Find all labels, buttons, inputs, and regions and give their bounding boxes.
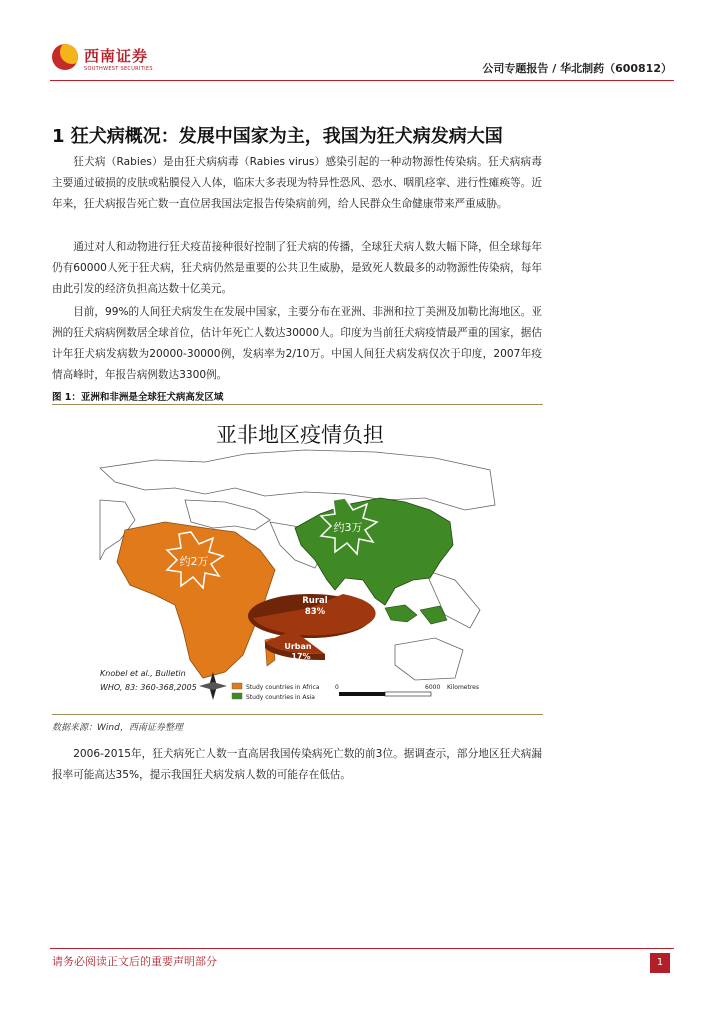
paragraph-4: [52, 744, 542, 786]
footer-divider: [50, 948, 674, 949]
figure-bottom-rule: [52, 714, 543, 715]
company-logo-text: 西南证券: [84, 47, 149, 65]
pie-rural-value: 83%: [304, 607, 326, 617]
legend-swatch-africa: [232, 683, 242, 689]
page-number: 1: [650, 953, 670, 973]
section-title: 1 狂犬病概况：发展中国家为主，我国为狂犬病发病大国: [52, 126, 503, 147]
pie-rural-label: Rural: [302, 596, 328, 606]
footer-disclaimer: 请务必阅读正文后的重要声明部分: [52, 955, 217, 968]
legend-label-asia: Study countries in Asia: [246, 694, 315, 701]
company-logo-icon: [52, 44, 78, 70]
pie-urban-value: 17%: [291, 652, 311, 661]
rabies-burden-map: [95, 410, 505, 710]
citation-line-2: WHO, 83: 360-368,2005: [100, 683, 197, 692]
legend-label-africa: Study countries in Africa: [246, 684, 320, 691]
paragraph-1: [52, 152, 542, 215]
paragraph-2-text: 通过对人和动物进行狂犬疫苗接种很好控制了狂犬病的传播，全球狂犬病人数大幅下降，但全球每年仍有60000人死于狂犬病，狂犬病仍然是重要的公共卫生威胁，是致死人数最多的动物源性传染病，每年由此引发的经济负担高达数十亿美元。: [52, 241, 542, 295]
legend-swatch-asia: [232, 693, 242, 699]
figure-top-rule: [52, 404, 543, 405]
citation-line-1: Knobel et al., Bulletin: [100, 669, 186, 678]
figure-caption: 图 1：亚洲和非洲是全球狂犬病高发区域: [52, 392, 224, 403]
map-title: 亚非地区疫情负担: [216, 423, 384, 447]
asia-label: 约3万: [333, 521, 363, 534]
pie-urban-label: Urban: [284, 642, 312, 651]
scale-unit: Kilometres: [447, 684, 479, 691]
paragraph-1-text: 狂犬病（Rabies）是由狂犬病病毒（Rabies virus）感染引起的一种动物源性传染病。狂犬病病毒主要通过破损的皮肤或粘膜侵入人体，临床大多表现为特异性恐风、恐水、咽肌痉挛、进行性瘫痪等。近年来，狂犬病报告死亡数一直位居我国法定报告传染病前列，给人民群众生命健康带来严重威胁。: [52, 156, 542, 210]
figure-source: 数据来源：Wind，西南证券整理: [52, 723, 183, 733]
header-divider: [50, 80, 674, 81]
scale-bar-half: [385, 692, 431, 696]
scale-start: 0: [335, 684, 339, 691]
africa-label: 约2万: [179, 555, 209, 568]
paragraph-2: [52, 237, 542, 300]
scale-end: 6000: [425, 684, 441, 691]
report-label: 公司专题报告 / 华北制药（600812）: [482, 62, 672, 75]
paragraph-3: [52, 302, 542, 386]
paragraph-4-text: 2006-2015年，狂犬病死亡人数一直高居我国传染病死亡数的前3位。据调查示，部分地区狂犬病漏报率可能高达35%，提示我国狂犬病发病人数的可能存在低估。: [52, 748, 542, 781]
company-logo-subtext: SOUTHWEST SECURITIES: [84, 66, 153, 72]
paragraph-3-text: 目前，99%的人间狂犬病发生在发展中国家，主要分布在亚洲、非洲和拉丁美洲及加勒比海地区。亚洲的狂犬病病例数居全球首位，估计年死亡人数达30000人。印度为当前狂犬病疫情最严重的国家，据估计年狂犬病发病数为20000-30000例，发病率为2/10万。中国人间狂犬病发病仅次于印度，2007年疫情高峰时，年报告病例数达3300例。: [52, 306, 542, 381]
